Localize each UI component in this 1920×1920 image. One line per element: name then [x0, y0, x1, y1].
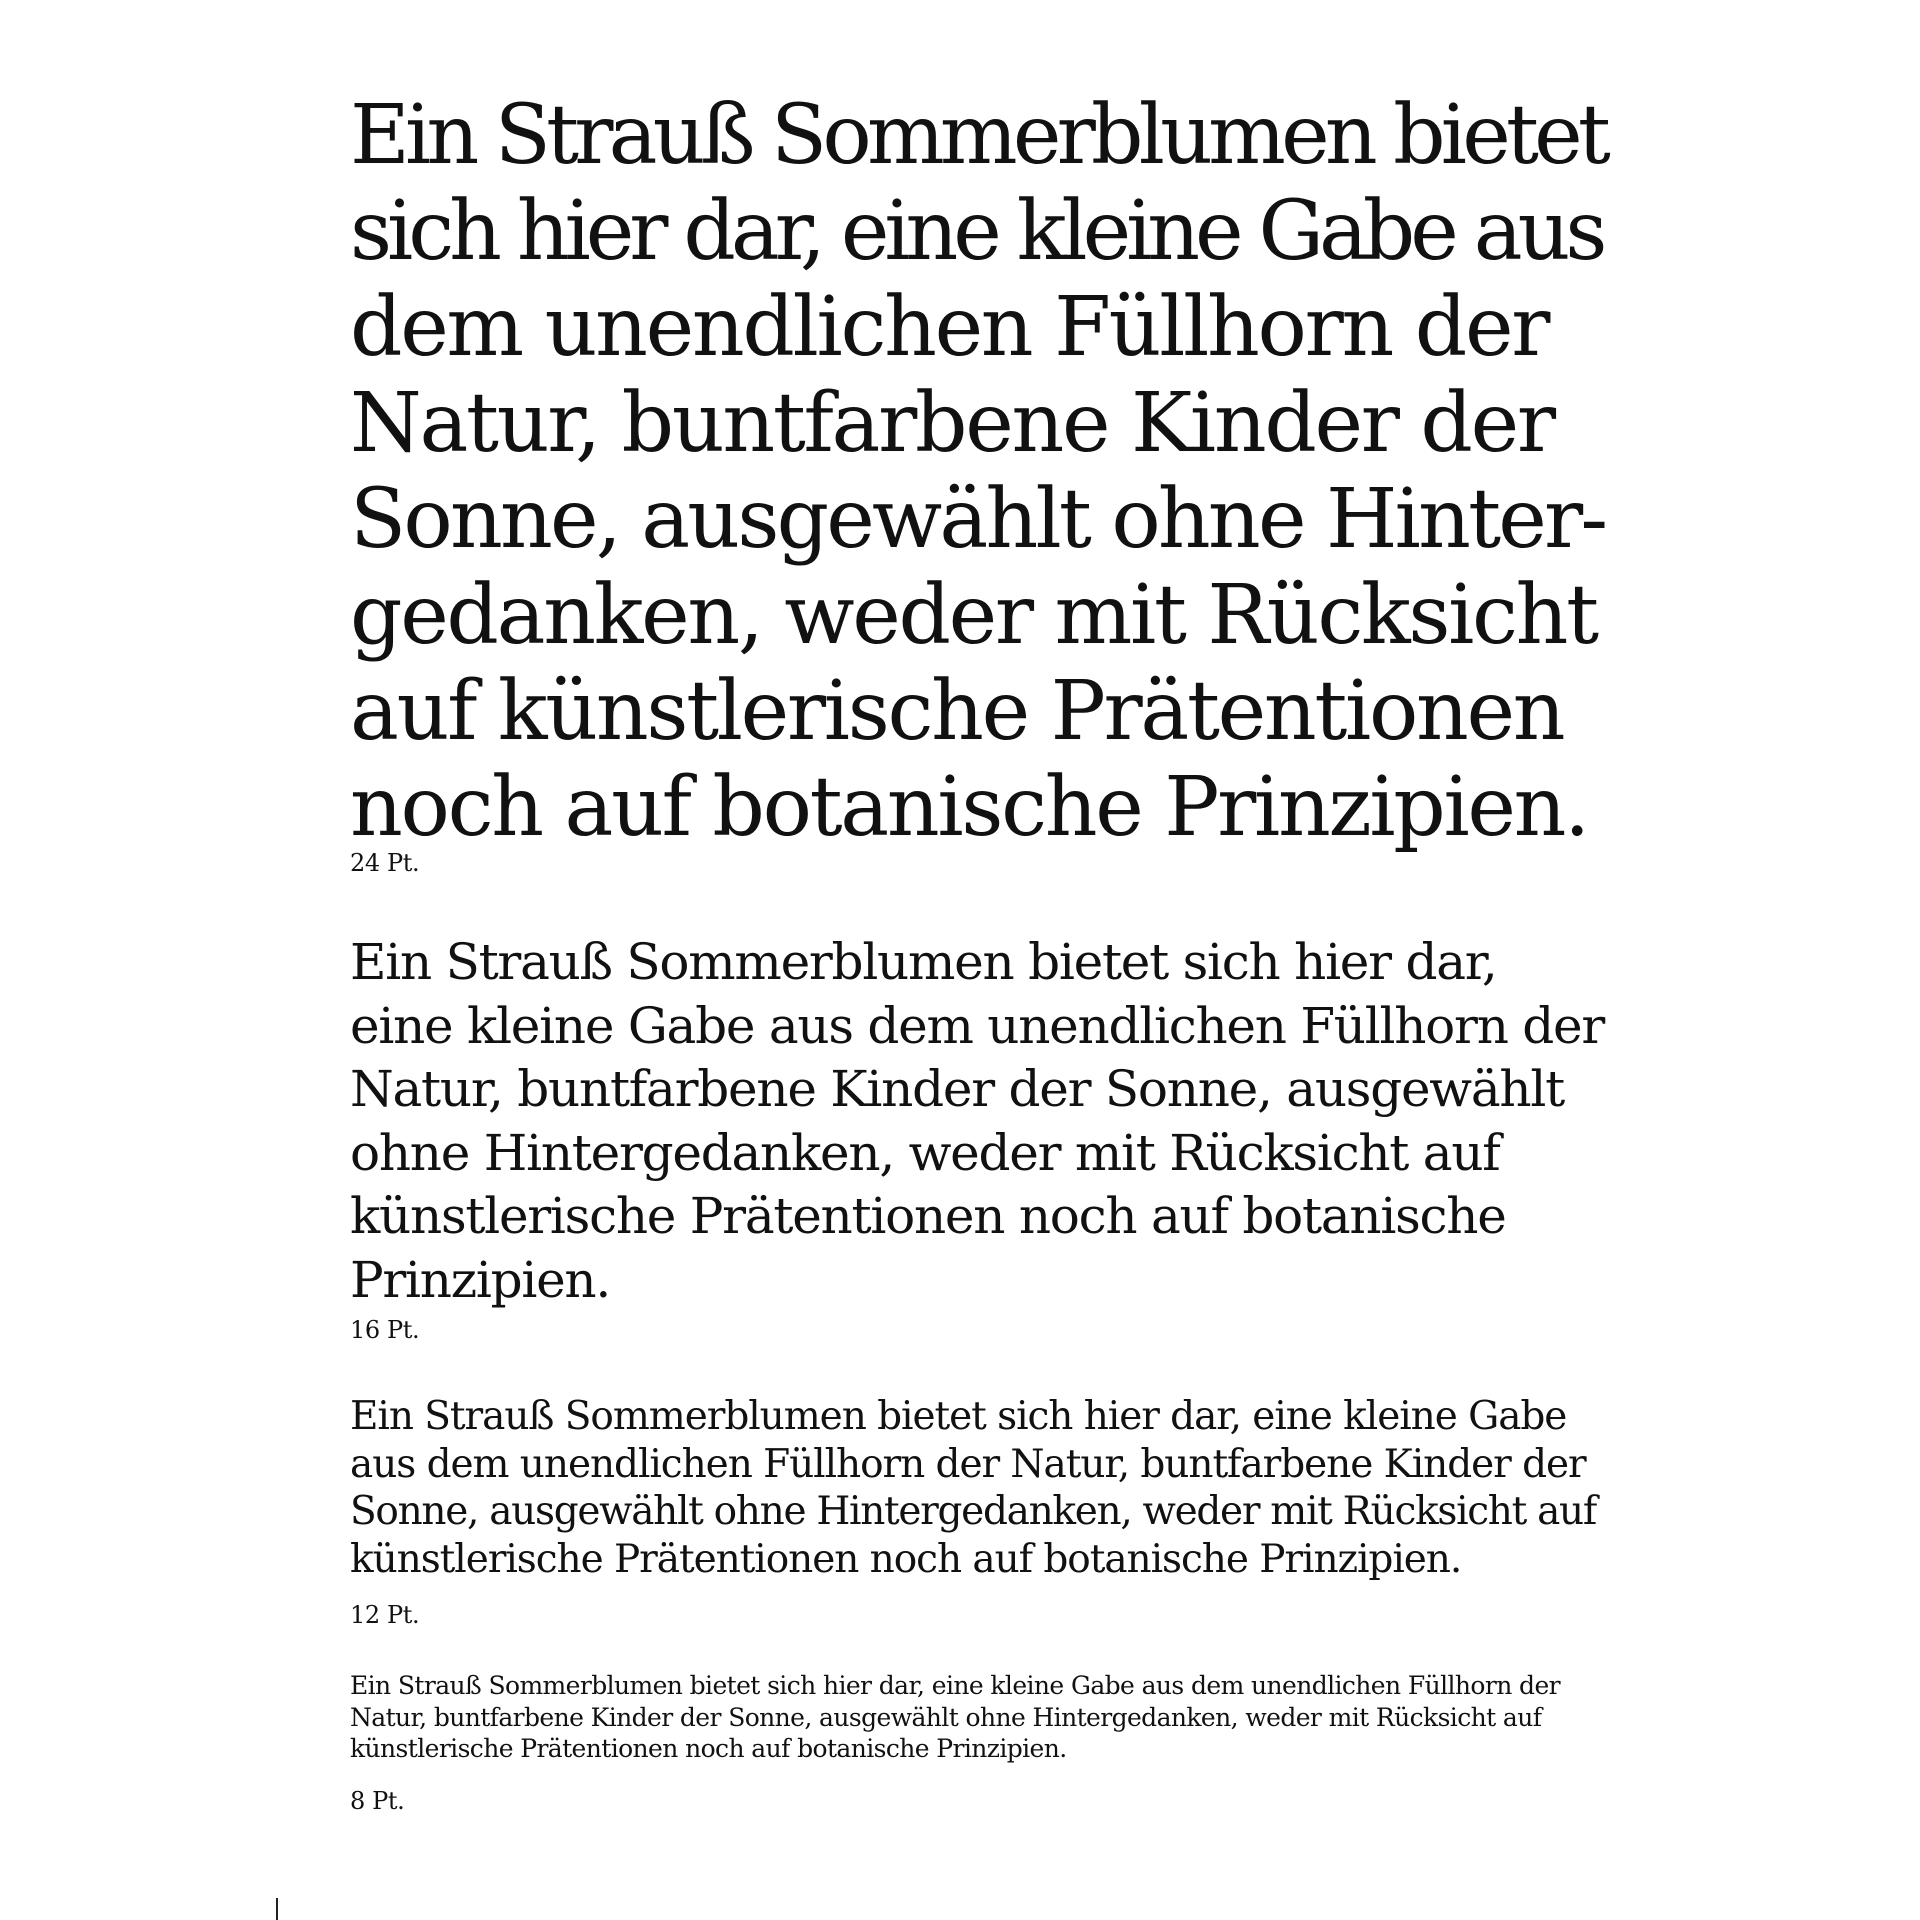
text-line: künstlerische Prätentionen noch auf botanische Prinzipien.	[350, 1734, 1067, 1763]
text-line: künstlerische Prätentionen noch auf botanische	[350, 1187, 1506, 1245]
text-line: aus dem unendlichen Füllhorn der Natur, buntfarbene Kinder der	[350, 1441, 1586, 1487]
text-line: Natur, buntfarbene Kinder der	[350, 376, 1554, 471]
text-line: Sonne, ausgewählt ohne Hinter-	[350, 472, 1606, 567]
text-line: eine kleine Gabe aus dem unendlichen Füllhorn der	[350, 996, 1605, 1055]
text-line: Natur, buntfarbene Kinder der Sonne, ausgewählt	[350, 1060, 1564, 1118]
text-line: noch auf botanische Prinzipien.	[350, 760, 1588, 855]
text-line: Ein Strauß Sommerblumen bietet sich hier dar, eine kleine Gabe	[350, 1394, 1567, 1439]
text-line: sich hier dar, eine kleine Gabe aus	[350, 184, 1603, 279]
text-line: Sonne, ausgewählt ohne Hintergedanken, weder mit Rücksicht auf	[350, 1489, 1596, 1534]
text-line: dem unendlichen Füllhorn der	[350, 280, 1549, 375]
text-line: Prinzipien.	[350, 1250, 611, 1309]
text-line: Natur, buntfarbene Kinder der Sonne, ausgewählt ohne Hintergedanken, weder mit Rücksicht auf	[350, 1702, 1542, 1732]
size-caption-24pt: 24 Pt.	[350, 849, 420, 877]
text-line: Ein Strauß Sommerblumen bietet	[350, 88, 1606, 183]
size-caption-12pt: 12 Pt.	[350, 1601, 420, 1629]
size-caption-16pt: 16 Pt.	[350, 1316, 420, 1344]
specimen-8pt	[350, 1670, 1610, 1765]
specimen-24pt	[350, 88, 1610, 856]
text-line: ohne Hintergedanken, weder mit Rücksicht auf	[350, 1123, 1500, 1182]
specimen-16pt	[350, 931, 1610, 1312]
text-line: auf künstlerische Prätentionen	[350, 664, 1564, 759]
page-edge-mark	[276, 1898, 278, 1920]
specimen-12pt	[350, 1393, 1610, 1583]
text-line: Ein Strauß Sommerblumen bietet sich hier dar,	[350, 933, 1497, 991]
text-line: Ein Strauß Sommerblumen bietet sich hier dar, eine kleine Gabe aus dem unendlichen Füllhorn der	[350, 1671, 1560, 1700]
text-line: künstlerische Prätentionen noch auf botanische Prinzipien.	[350, 1536, 1462, 1582]
size-caption-8pt: 8 Pt.	[350, 1787, 405, 1815]
text-line: gedanken, weder mit Rücksicht	[350, 568, 1597, 663]
